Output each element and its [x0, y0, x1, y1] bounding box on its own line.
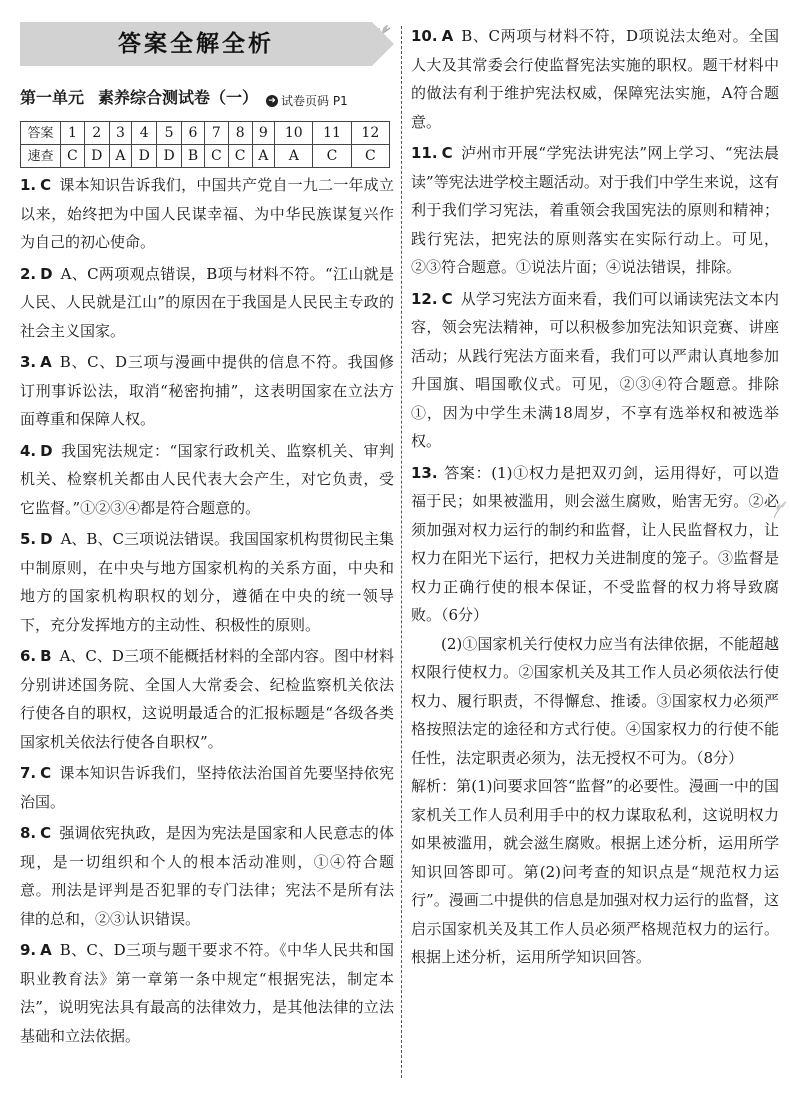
item-number: 8. — [20, 824, 37, 843]
item-answer: A — [40, 941, 52, 960]
item-number: 13. — [411, 463, 438, 482]
answer-cell: D — [132, 145, 157, 168]
answer-cell: A — [109, 145, 132, 168]
item-explanation: A、B、C三项说法错误。我国国家机构贯彻民主集中制原则，在中央与地方国家机构的关系方面，中央和地方的国家机构职权的划分，遵循在中央的统一领导下，充分发挥地方的主动性、积极性的原则。 — [20, 530, 394, 634]
item-explanation: 泸州市开展“学宪法讲宪法”网上学习、“宪法晨读”等宪法进学校主题活动。对于我们中学生来说，这有利于我们学习宪法，着重领会我国宪法的原则和精神；践行宪法，把宪法的原则落实在实际行动上。可见，②③符合题意。①说法片面；④说法错误，排除。 — [411, 144, 779, 276]
table-row — [21, 145, 390, 168]
item-explanation: 从学习宪法方面来看，我们可以诵读宪法文本内容，领会宪法精神，可以积极参加宪法知识竞赛、讲座活动；从践行宪法方面来看，我们可以严肃认真地参加升国旗、唱国歌仪式。可见，②③④符合题意。排除①，因为中学生未满18周岁，不享有选举权和被选举权。 — [411, 289, 779, 450]
answer-part-2: (2)①国家机关行使权力应当有法律依据，不能超越权限行使权力。②国家机关及其工作人员必须依法行使权力、履行职责，不得懈怠、推诿。③国家权力必须严格按照法定的途径和方式行使。④国家权力的行使不能任性，法定职责必须为，法无授权不可为。（8分） — [411, 634, 779, 767]
answer-cell: C — [61, 145, 85, 168]
page-reference — [266, 87, 348, 116]
answer-item-1 — [20, 171, 394, 257]
item-answer: C — [40, 176, 52, 195]
answer-cell: C — [351, 145, 389, 168]
question-number-cell: 1 — [61, 122, 85, 145]
item-answer: D — [40, 530, 53, 549]
test-subtitle: 素养综合测试卷（一） — [98, 88, 259, 107]
item-answer: B — [40, 647, 52, 666]
item-number: 9. — [20, 941, 37, 960]
question-number-cell: 10 — [275, 122, 313, 145]
item-explanation: 课本知识告诉我们，坚持依法治国首先要坚持依宪治国。 — [20, 764, 394, 811]
item-explanation: 强调依宪执政，是因为宪法是国家和人民意志的体现，是一切组织和个人的根本活动准则，①④符合题意。刑法是评判是否犯罪的专门法律；宪法不是所有法律的总和，②③认识错误。 — [20, 824, 394, 928]
item-answer: A — [441, 27, 454, 45]
answer-item-11 — [411, 139, 779, 282]
item-number: 6. — [20, 647, 37, 666]
item-explanation: B、C两项与材料不符，D项说法太绝对。全国人大及其常委会行使监督宪法实施的职权。题干材料中的做法有利于维护宪法权威，保障宪法实施，A符合题意。 — [411, 27, 779, 131]
item-number: 10. — [411, 27, 438, 45]
answer-item-7 — [20, 759, 394, 816]
item-answer: C — [441, 144, 453, 162]
item-explanation: 我国宪法规定：“国家行政机关、监察机关、审判机关、检察机关都由人民代表大会产生，对它负责，受它监督。”①②③④都是符合题意的。 — [20, 441, 394, 517]
item-explanation: A、C两项观点错误，B项与材料不符。“江山就是人民、人民就是江山”的原因在于我国是人民民主专政的社会主义国家。 — [20, 264, 394, 340]
answer-cell: D — [157, 145, 182, 168]
table-row — [21, 122, 390, 145]
answer-lead: 答案： — [443, 463, 492, 482]
unit-title: 第一单元 — [20, 88, 85, 107]
item-answer: D — [40, 264, 53, 283]
answer-item-9 — [20, 936, 394, 1050]
item-explanation: B、C、D三项与题干要求不符。《中华人民共和国职业教育法》第一章第一条中规定“根据宪法，制定本法”，说明宪法具有最高的法律效力，是其他法律的立法基础和立法依据。 — [20, 941, 394, 1045]
item-answer: C — [40, 764, 52, 783]
question-number-cell: 6 — [181, 122, 204, 145]
answer-item-10 — [411, 22, 779, 136]
question-number-cell: 5 — [157, 122, 182, 145]
item-number: 4. — [20, 441, 37, 460]
answer-cell: C — [204, 145, 228, 168]
answer-quick-table — [20, 121, 390, 168]
item-number: 2. — [20, 264, 37, 283]
answer-item-13 — [411, 459, 779, 630]
item-explanation: 课本知识告诉我们，中国共产党自一九二一年成立以来，始终把为中国人民谋幸福、为中华民族谋复兴作为自己的初心使命。 — [20, 176, 394, 252]
answer-part-1: (1)①权力是把双刃剑，运用得好，可以造福于民；如果被滥用，则会滋生腐败，贻害无穷。②必须加强对权力运行的制约和监督，让人民监督权力，让权力在阳光下运行，把权力关进制度的笼子。③监督是权力正确行使的根本保证，不受监督的权力将导致腐败。（6分） — [411, 463, 779, 624]
analysis-text: 解析：第(1)问要求回答“监督”的必要性。漫画一中的国家机关工作人员利用手中的权力谋取私利，这说明权力如果被滥用，就会滋生腐败。根据上述分析，运用所学知识回答即可。第(2)问考查的知识点是“规范权力运行”。漫画二中提供的信息是加强对权力运行的监督，这启示国家机关及其工作人员必须严格规范权力的运行。根据上述分析，运用所学知识回答。 — [411, 777, 779, 966]
page-title: 答案全解全析 — [118, 30, 274, 57]
question-number-cell: 4 — [132, 122, 157, 145]
answer-item-5 — [20, 525, 394, 639]
table-header-cell: 答案 — [21, 122, 61, 145]
arrow-right-icon: ➜ — [266, 95, 278, 107]
item-number: 11. — [411, 144, 438, 162]
question-number-cell: 8 — [228, 122, 252, 145]
item-number: 12. — [411, 289, 438, 308]
item-explanation: B、C、D三项与漫画中提供的信息不符。我国修订刑事诉讼法，取消“秘密拘捕”，这表明国家在立法方面尊重和保障人权。 — [20, 353, 394, 429]
answer-item-2 — [20, 260, 394, 346]
item-number: 1. — [20, 176, 37, 195]
answer-cell: A — [252, 145, 275, 168]
page-reference-text: 试卷页码 P1 — [281, 93, 348, 108]
question-number-cell: 3 — [109, 122, 132, 145]
right-column — [411, 22, 779, 972]
item-answer: C — [441, 289, 453, 308]
item-answer: A — [40, 353, 52, 372]
question-number-cell: 7 — [204, 122, 228, 145]
answer-item-3 — [20, 348, 394, 434]
answer-item-12 — [411, 285, 779, 456]
answer-cell: D — [84, 145, 109, 168]
item-number: 5. — [20, 530, 37, 549]
title-banner — [20, 22, 372, 66]
answer-cell: C — [228, 145, 252, 168]
left-column — [20, 22, 394, 1050]
answer-item-4 — [20, 437, 394, 523]
answer-cell: C — [313, 145, 351, 168]
item-explanation: A、C、D三项不能概括材料的全部内容。图中材料分别讲述国务院、全国人大常委会、纪检监察机关依法行使各自的职权，这说明最适合的汇报标题是“各级各类国家机关依法行使各自职权”。 — [20, 647, 394, 751]
question-number-cell: 12 — [351, 122, 389, 145]
question-number-cell: 2 — [84, 122, 109, 145]
question-number-cell: 11 — [313, 122, 351, 145]
answer-cell: A — [275, 145, 313, 168]
answer-item-8 — [20, 819, 394, 933]
item-number: 7. — [20, 764, 37, 783]
item-answer: D — [40, 441, 53, 460]
answer-cell: B — [181, 145, 204, 168]
item-answer: C — [40, 824, 52, 843]
item-number: 3. — [20, 353, 37, 372]
answer-item-6 — [20, 642, 394, 756]
question-number-cell: 9 — [252, 122, 275, 145]
column-divider — [401, 26, 402, 1078]
unit-header — [20, 84, 394, 115]
table-header-cell: 速查 — [21, 145, 61, 168]
